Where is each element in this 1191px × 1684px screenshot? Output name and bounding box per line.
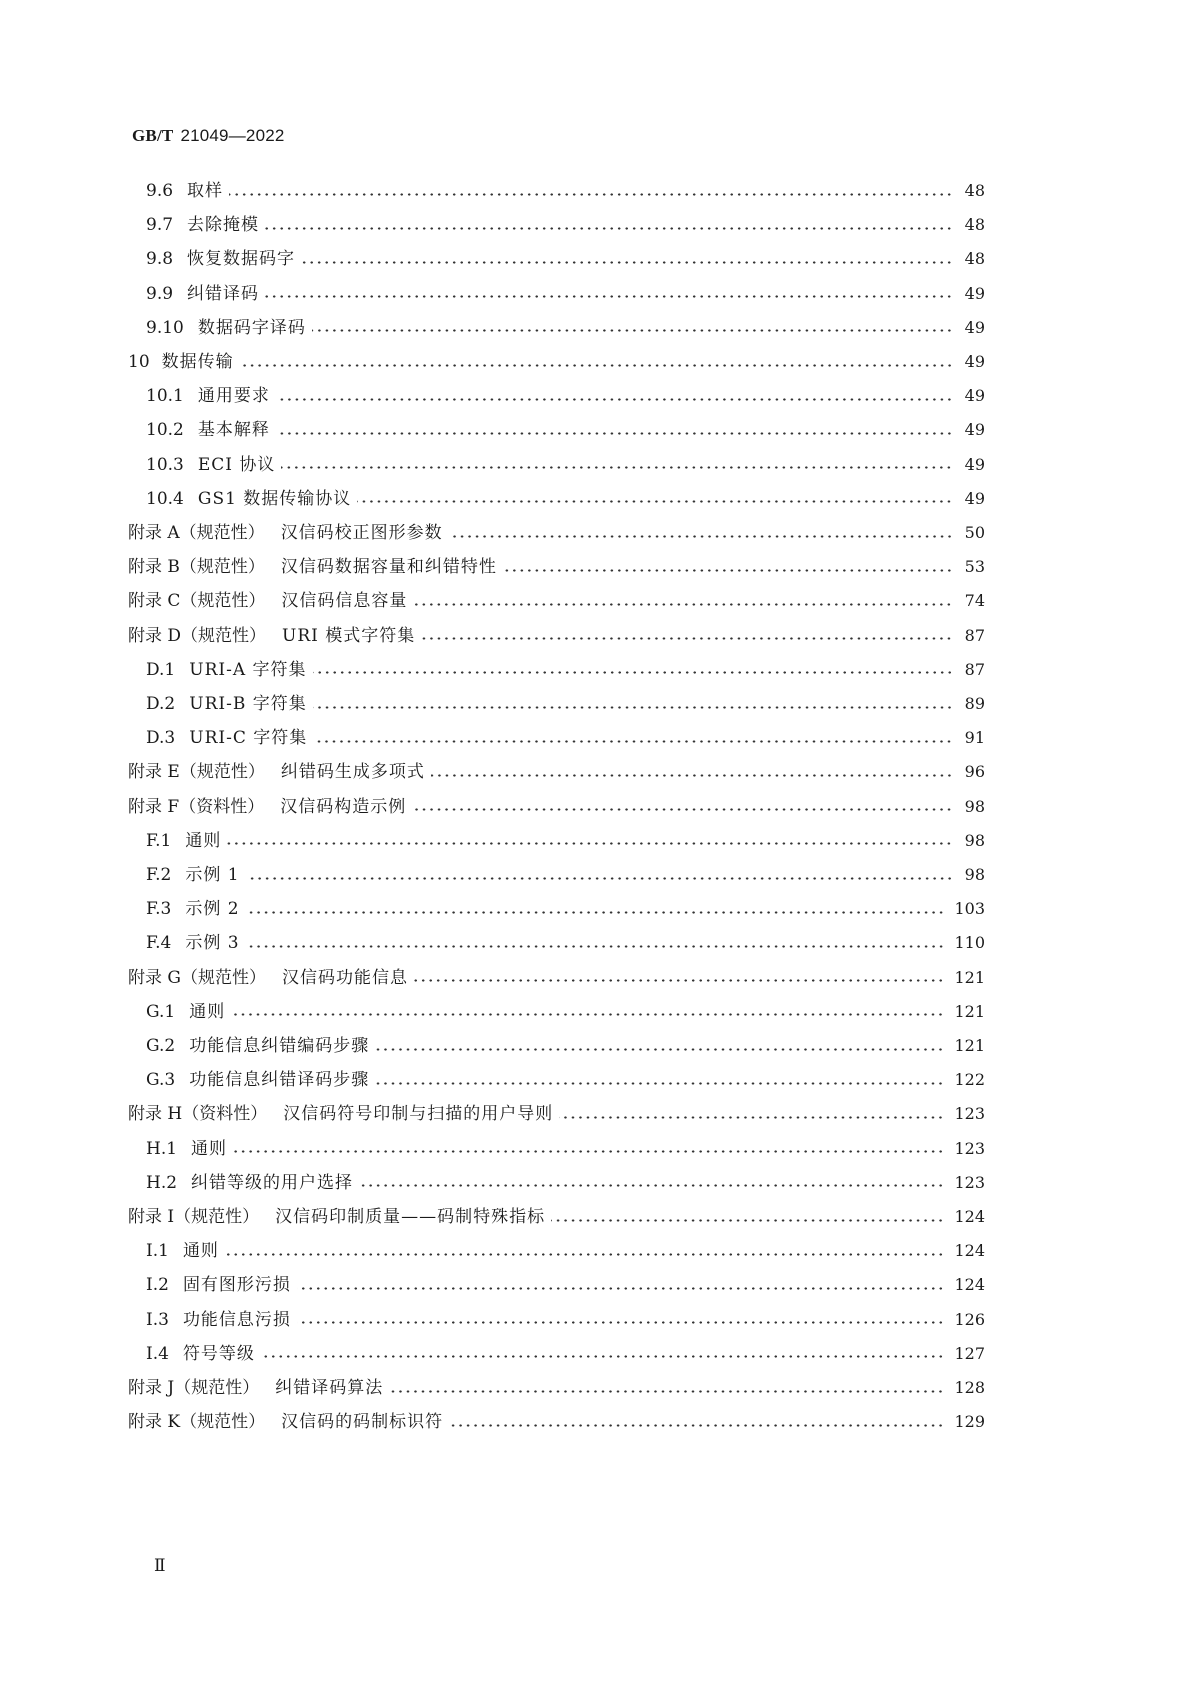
toc-entry-title: 恢复数据码字 (187, 249, 296, 270)
toc-entry-title: URI-C 字符集 (189, 728, 308, 749)
toc-entry[interactable] (128, 1202, 985, 1232)
dot-leader (357, 500, 953, 503)
dot-leader (413, 603, 953, 606)
toc-entry[interactable] (146, 1236, 985, 1266)
toc-entry-title: 示例 1 (185, 865, 240, 885)
dot-leader (503, 569, 953, 572)
toc-entry-title: 取样 (187, 181, 224, 201)
toc-entry[interactable] (128, 518, 985, 548)
toc-entry-title: GS1 数据传输协议 (197, 488, 352, 509)
toc-entry-title: 汉信码印制质量——码制特殊指标 (275, 1207, 546, 1227)
toc-entry-number: 10.4 (146, 488, 184, 509)
toc-entry-page: 53 (964, 557, 985, 577)
toc-entry[interactable] (128, 552, 985, 582)
toc-entry-number: 附录 C（规范性） (128, 591, 266, 612)
toc-entry-number: 9.7 (146, 215, 174, 236)
toc-entry-number: 附录 J（规范性） (128, 1378, 260, 1398)
toc-entry[interactable] (128, 963, 985, 993)
dot-leader (246, 877, 953, 880)
dot-leader (389, 1390, 944, 1393)
toc-entry-number: 9.6 (146, 181, 174, 201)
toc-entry-number: 附录 E（规范性） (128, 762, 265, 783)
dot-leader (375, 1048, 944, 1051)
toc-entry-number: 附录 D（规范性） (128, 625, 267, 646)
dot-leader (233, 1150, 944, 1153)
page-number: Ⅱ (154, 1556, 165, 1576)
toc-entry-page: 87 (964, 659, 985, 679)
toc-entry-page: 49 (964, 386, 985, 406)
toc-entry-number: I.2 (146, 1275, 169, 1296)
toc-entry-number: D.3 (146, 728, 176, 749)
toc-entry-number: F.1 (146, 830, 172, 851)
toc-entry-number: 10.3 (146, 454, 184, 475)
dot-leader (414, 979, 944, 982)
document-header (132, 126, 285, 146)
toc-entry-title: URI-B 字符集 (189, 694, 307, 714)
dot-leader (265, 227, 953, 230)
toc-entry-number: 附录 B（规范性） (128, 557, 265, 578)
toc-entry[interactable] (146, 1168, 985, 1198)
dot-leader (301, 261, 953, 264)
dot-leader (449, 1424, 944, 1427)
toc-entry-title: 汉信码校正图形参数 (280, 523, 443, 543)
toc-entry-title: 汉信码功能信息 (281, 967, 408, 988)
toc-entry-page: 91 (964, 728, 985, 748)
toc-entry[interactable] (128, 347, 985, 377)
toc-entry-number: 10.2 (146, 420, 184, 441)
toc-entry[interactable] (146, 381, 985, 411)
toc-entry-page: 127 (954, 1343, 985, 1363)
toc-entry-title: 功能信息污损 (182, 1309, 291, 1330)
toc-entry-number: 附录 F（资料性） (128, 796, 265, 817)
toc-entry-number: G.2 (146, 1036, 176, 1056)
toc-entry-title: 数据码字译码 (197, 317, 306, 338)
toc-entry[interactable] (128, 1407, 985, 1437)
dot-leader (359, 1184, 944, 1187)
dot-leader (246, 911, 945, 914)
toc-entry[interactable] (128, 1373, 985, 1403)
dot-leader (265, 295, 953, 298)
dot-leader (375, 1082, 944, 1085)
toc-entry-number: 附录 G（规范性） (128, 967, 266, 988)
toc-entry-page: 124 (954, 1207, 985, 1226)
dot-leader (227, 842, 953, 845)
dot-leader (313, 671, 953, 674)
dot-leader (261, 1355, 945, 1358)
toc-entry[interactable] (146, 928, 985, 958)
dot-leader (246, 945, 945, 948)
dot-leader (449, 535, 953, 538)
toc-entry-title: 示例 2 (185, 899, 240, 920)
toc-entry-title: URI-A 字符集 (189, 659, 307, 680)
toc-entry-page: 123 (954, 1104, 985, 1124)
toc-entry-page: 89 (964, 694, 985, 713)
toc-entry-page: 49 (964, 352, 985, 371)
toc-entry-title: 去除掩模 (187, 215, 260, 236)
toc-entry[interactable] (146, 655, 985, 685)
toc-entry-title: 通则 (182, 1241, 219, 1262)
toc-entry-page: 121 (954, 967, 985, 987)
dot-leader (421, 637, 953, 640)
toc-entry-number: 9.8 (146, 249, 174, 270)
toc-entry[interactable] (146, 689, 985, 719)
toc-entry-title: URI 模式字符集 (282, 625, 416, 646)
toc-entry-page: 123 (954, 1138, 985, 1158)
toc-entry[interactable] (146, 313, 985, 343)
toc-entry-page: 110 (954, 933, 985, 953)
dot-leader (231, 1013, 944, 1016)
toc-entry-title: 纠错译码算法 (275, 1378, 384, 1398)
toc-entry-page: 129 (954, 1412, 985, 1432)
toc-entry-number: F.2 (146, 865, 172, 885)
toc-entry-page: 124 (954, 1275, 985, 1295)
toc-entry-page: 74 (964, 591, 985, 611)
toc-entry-page: 48 (964, 249, 985, 269)
standard-code: GB/T (132, 126, 174, 145)
toc-entry-page: 121 (954, 1001, 985, 1021)
toc-entry[interactable] (146, 1065, 985, 1095)
toc-entry[interactable] (128, 757, 985, 787)
toc-entry-number: I.3 (146, 1309, 169, 1330)
toc-entry[interactable] (146, 997, 985, 1027)
toc-entry-title: 固有图形污损 (182, 1275, 291, 1296)
toc-entry[interactable] (146, 1305, 985, 1335)
toc-entry-title: 通则 (185, 830, 222, 851)
toc-entry-page: 98 (964, 796, 985, 816)
toc-entry-title: 示例 3 (185, 933, 240, 954)
toc-entry-number: 10 (128, 352, 150, 372)
toc-entry-page: 49 (964, 283, 985, 303)
toc-entry-page: 98 (964, 830, 985, 850)
toc-entry-page: 49 (964, 488, 985, 508)
toc-entry-page: 49 (964, 317, 985, 337)
toc-entry[interactable] (146, 1270, 985, 1300)
toc-entry-page: 122 (954, 1070, 985, 1090)
toc-entry[interactable] (146, 176, 985, 206)
toc-entry-page: 50 (964, 523, 985, 542)
toc-entry-number: 附录 I（规范性） (128, 1207, 260, 1227)
toc-entry-title: 纠错译码 (187, 283, 260, 304)
dot-leader (276, 398, 953, 401)
toc-entry[interactable] (128, 586, 985, 616)
toc-entry-title: 通则 (191, 1138, 228, 1159)
toc-entry-title: 通用要求 (197, 386, 270, 407)
dot-leader (559, 1116, 944, 1119)
toc-entry-page: 128 (954, 1378, 985, 1397)
toc-entry-page: 121 (954, 1036, 985, 1055)
dot-leader (551, 1219, 944, 1222)
toc-entry-title: 汉信码构造示例 (280, 796, 407, 817)
toc-entry[interactable] (146, 1339, 985, 1369)
toc-entry-title: 纠错等级的用户选择 (191, 1172, 354, 1193)
toc-entry-page: 123 (954, 1172, 985, 1192)
toc-entry-title: 数据传输 (161, 352, 234, 372)
dot-leader (313, 740, 953, 743)
toc-entry-number: I.1 (146, 1241, 169, 1262)
toc-entry-number: G.3 (146, 1070, 176, 1091)
toc-entry-page: 49 (964, 454, 985, 474)
dot-leader (225, 1253, 945, 1256)
toc-entry-page: 48 (964, 181, 985, 200)
dot-leader (281, 466, 953, 469)
toc-entry-number: F.3 (146, 899, 172, 920)
toc-entry[interactable] (128, 621, 985, 651)
toc-entry-title: 纠错码生成多项式 (280, 762, 425, 783)
toc-entry-number: 10.1 (146, 386, 184, 407)
toc-entry-number: G.1 (146, 1001, 176, 1022)
toc-entry-number: 附录 A（规范性） (128, 523, 265, 543)
toc-entry[interactable] (128, 792, 985, 822)
dot-leader (297, 1321, 945, 1324)
dot-leader (229, 193, 953, 196)
toc-entry[interactable] (146, 244, 985, 274)
toc-entry-number: D.2 (146, 694, 176, 714)
toc-entry-number: D.1 (146, 659, 176, 680)
dot-leader (313, 706, 953, 709)
toc-entry-title: 功能信息纠错译码步骤 (189, 1070, 370, 1091)
toc-entry-page: 48 (964, 215, 985, 235)
toc-entry-page: 87 (964, 625, 985, 645)
standard-number: 21049—2022 (180, 126, 285, 145)
toc-entry-number: H.1 (146, 1138, 178, 1159)
dot-leader (276, 432, 953, 435)
toc-entry[interactable] (128, 1099, 985, 1129)
toc-entry[interactable] (146, 860, 985, 890)
toc-entry-number: H.2 (146, 1172, 178, 1193)
toc-entry-number: 附录 H（资料性） (128, 1104, 268, 1125)
dot-leader (412, 808, 953, 811)
toc-entry[interactable] (146, 894, 985, 924)
toc-entry-number: 9.10 (146, 317, 184, 338)
toc-entry-page: 98 (964, 865, 985, 884)
toc-entry-title: 汉信码信息容量 (281, 591, 408, 612)
dot-leader (431, 774, 953, 777)
toc-entry[interactable] (146, 723, 985, 753)
toc-entry-title: ECI 协议 (197, 454, 276, 475)
toc-entry-number: F.4 (146, 933, 172, 954)
toc-entry[interactable] (146, 484, 985, 514)
toc-entry-number: I.4 (146, 1343, 169, 1364)
toc-entry-page: 126 (954, 1309, 985, 1329)
toc-entry-title: 通则 (189, 1001, 226, 1022)
toc-entry-title: 符号等级 (182, 1343, 255, 1364)
toc-entry[interactable] (146, 826, 985, 856)
toc-entry[interactable] (146, 279, 985, 309)
dot-leader (312, 329, 953, 332)
dot-leader (240, 364, 953, 367)
toc-entry[interactable] (146, 210, 985, 240)
toc-entry-page: 124 (954, 1241, 985, 1261)
toc-entry-title: 汉信码的码制标识符 (281, 1412, 444, 1433)
toc-entry-title: 汉信码数据容量和纠错特性 (280, 557, 497, 578)
dot-leader (297, 1287, 945, 1290)
toc-entry-page: 103 (954, 899, 985, 919)
toc-entry-title: 汉信码符号印制与扫描的用户导则 (283, 1104, 554, 1125)
toc-entry[interactable] (146, 1031, 985, 1061)
toc-entry[interactable] (146, 450, 985, 480)
toc-entry-title: 基本解释 (197, 420, 270, 441)
toc-entry-number: 附录 K（规范性） (128, 1412, 266, 1433)
toc-entry-page: 96 (964, 762, 985, 782)
toc-entry-title: 功能信息纠错编码步骤 (189, 1036, 370, 1056)
toc-entry[interactable] (146, 415, 985, 445)
toc-entry-number: 9.9 (146, 283, 174, 304)
toc-entry[interactable] (146, 1134, 985, 1164)
toc-entry-page: 49 (964, 420, 985, 440)
